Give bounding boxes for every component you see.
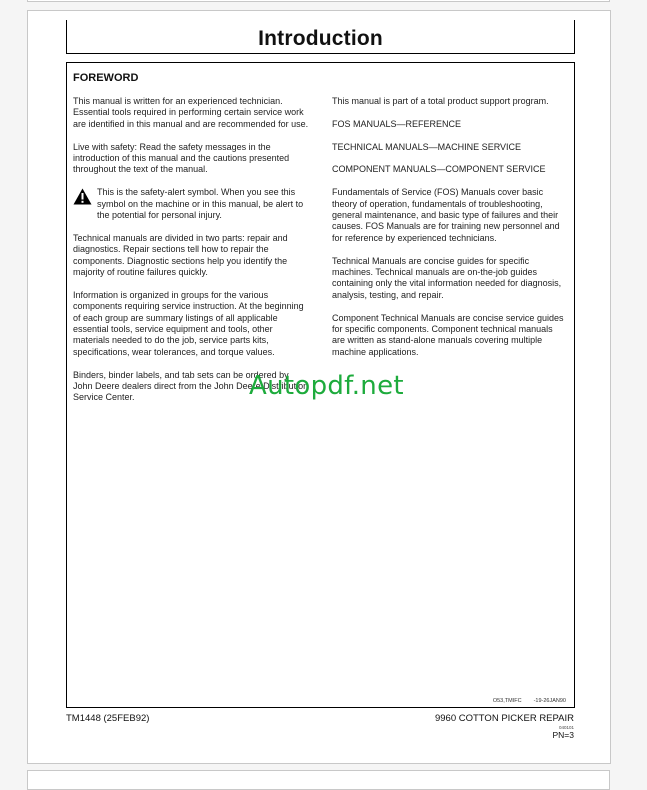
manual-type-item: FOS MANUALS—REFERENCE xyxy=(332,118,462,129)
footer-code: 040101 xyxy=(558,725,574,730)
footer-manual-title: 9960 COTTON PICKER REPAIR xyxy=(434,713,574,724)
paragraph: Component Technical Manuals are concise service guides for specific components. Component technical manuals are written as stand-alone manuals covering multiple machine applications. xyxy=(332,312,564,357)
paragraph: Information is organized in groups for the various components requiring service instruction. At the beginning of each group are summary listings of all applicable essential tools, service equipment and tools, other materials needed to do the job, service parts kits, specifications, wear tolerances, and torque values. xyxy=(73,289,304,357)
paragraph: Live with safety: Read the safety messages in the introduction of this manual and the cautions presented throughout the text of the manual. xyxy=(73,141,290,175)
paragraph: Binders, binder labels, and tab sets can be ordered by John Deere dealers direct from the John Deere Distribution Service Center. xyxy=(73,369,309,403)
ref-code-date: -19-26JAN90 xyxy=(533,698,566,704)
manual-type-item: TECHNICAL MANUALS—MACHINE SERVICE xyxy=(332,141,522,152)
warning-triangle-icon xyxy=(73,187,97,221)
paragraph: This manual is part of a total product support program. xyxy=(332,96,549,106)
footer-manual-id: TM1448 (25FEB92) xyxy=(66,713,150,724)
safety-alert xyxy=(73,187,309,221)
next-page-edge xyxy=(27,770,610,790)
title-box xyxy=(66,20,575,54)
paragraph: This manual is written for an experienced technician. Essential tools required in performing certain service work are identified in this manual and are recommended for use. xyxy=(73,96,309,129)
page-title: Introduction xyxy=(258,27,383,50)
previous-page-edge xyxy=(27,0,610,2)
manual-type-item: COMPONENT MANUALS—COMPONENT SERVICE xyxy=(332,164,546,175)
paragraph: Fundamentals of Service (FOS) Manuals cover basic theory of operation, fundamentals of troubleshooting, general maintenance, and basic type of failures and their causes. FOS Manuals are for training new personnel and for reference by experienced technicians. xyxy=(332,187,560,243)
reference-code xyxy=(481,698,566,704)
footer-right xyxy=(435,713,574,740)
right-column xyxy=(332,96,568,370)
page-number: PN=3 xyxy=(552,730,574,740)
watermark: Autopdf.net xyxy=(249,371,404,401)
paragraph: Technical Manuals are concise guides for specific machines. Technical manuals are on-the-job guides containing only the vital information needed for diagnosis, analysis, testing, and repair. xyxy=(332,255,562,300)
section-heading: FOREWORD xyxy=(73,72,139,84)
paragraph: Technical manuals are divided in two parts: repair and diagnostics. Repair sections tell how to repair the components. Diagnostic sections help you identify the majority of routine failures quickly. xyxy=(73,232,288,278)
safety-alert-text: This is the safety-alert symbol. When you see this symbol on the machine or in this manual, be alert to the potential for personal injury. xyxy=(97,187,304,221)
ref-code-id: O53,TMIFC xyxy=(492,698,522,704)
left-column xyxy=(73,96,309,415)
